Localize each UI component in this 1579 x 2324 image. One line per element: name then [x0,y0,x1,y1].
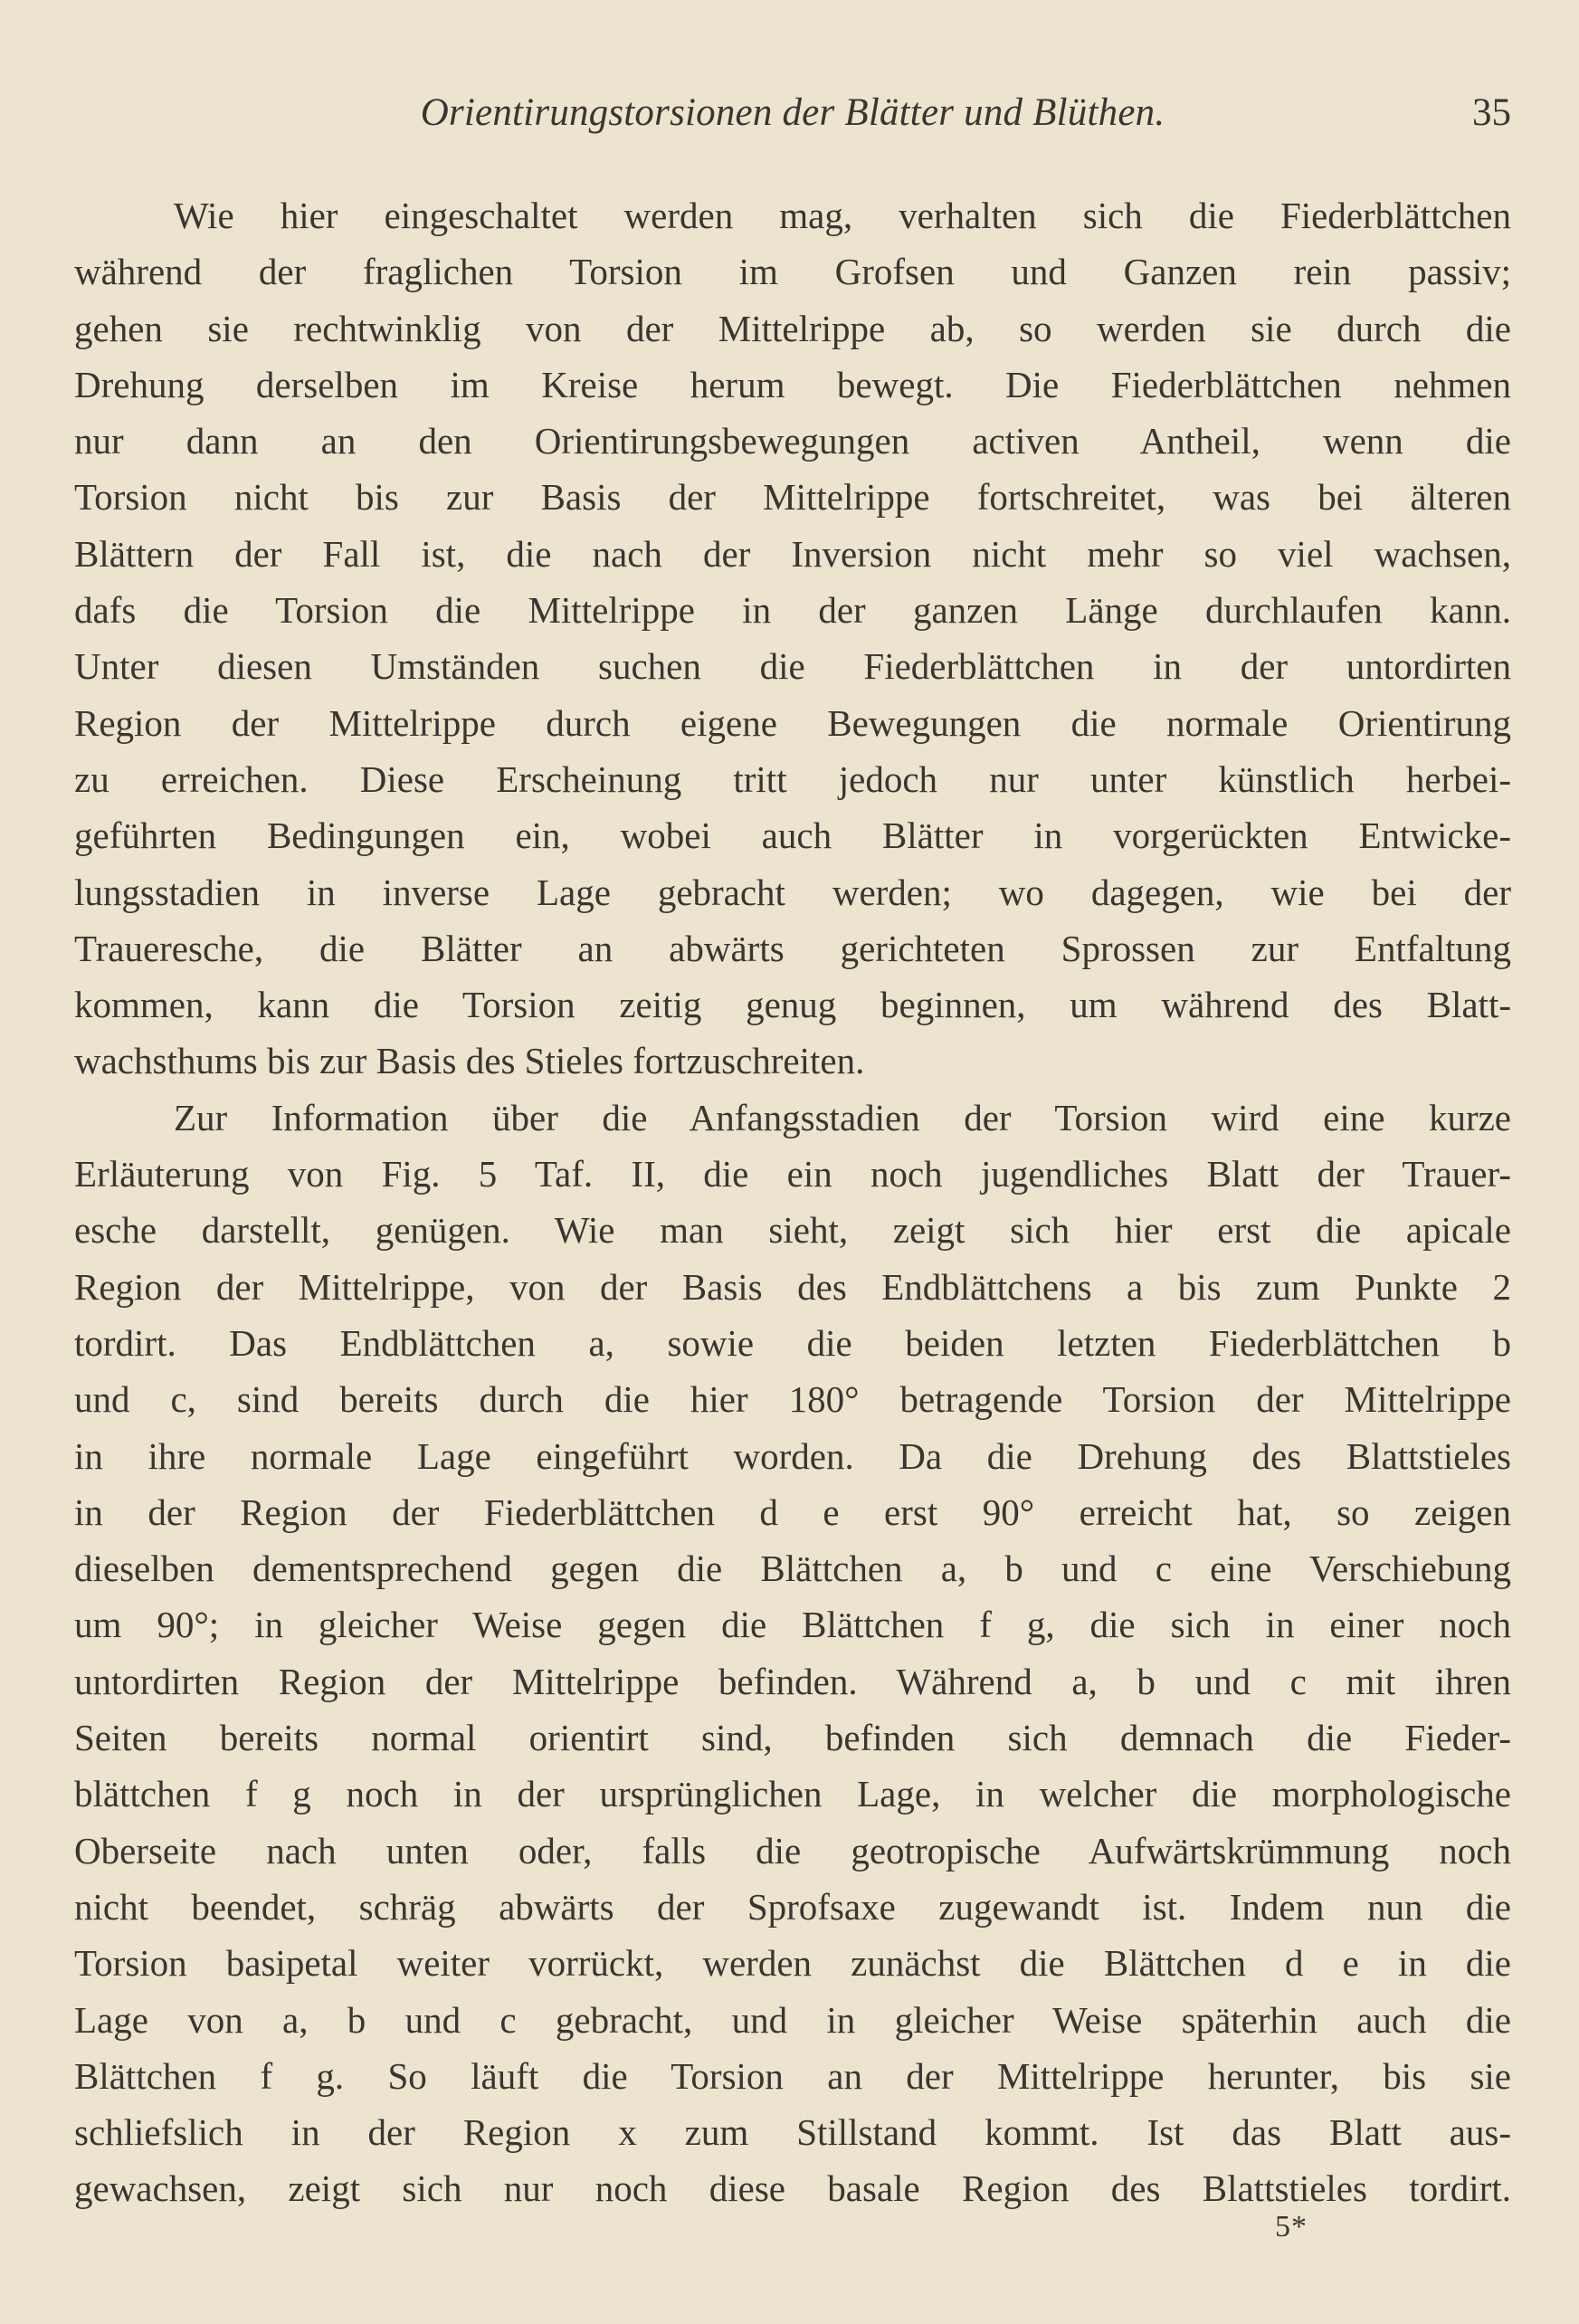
text-line: wachsthums bis zur Basis des Stieles fortzuschreiten. [74,1040,865,1082]
text-line: lungsstadien in inverse Lage gebracht werden; wo dagegen, wie bei der [74,871,1511,913]
text-line: tordirt. Das Endblättchen a, sowie die beiden letzten Fiederblättchen b [74,1321,1511,1364]
text-line: in ihre normale Lage eingeführt worden. Da die Drehung des Blattstieles [74,1434,1511,1477]
text-line: gewachsen, zeigt sich nur noch diese basale Region des Blattstieles tordirt. [74,2167,1511,2210]
text-line: Region der Mittelrippe, von der Basis des Endblättchens a bis zum Punkte 2 [74,1265,1511,1308]
text-line: nur dann an den Orientirungsbewegungen activen Antheil, wenn die [74,420,1511,462]
text-line: esche darstellt, genügen. Wie man sieht, zeigt sich hier erst die apicale [74,1209,1511,1252]
text-line: gehen sie rechtwinklig von der Mittelrippe ab, so werden sie durch die [74,307,1511,349]
paragraph [74,1090,1511,2217]
text-line: Zur Information über die Anfangsstadien der Torsion wird eine kurze [174,1096,1511,1138]
text-line: kommen, kann die Torsion zeitig genug beginnen, um während des Blatt- [74,984,1511,1026]
text-line: Lage von a, b und c gebracht, und in gleicher Weise späterhin auch die [74,1998,1511,2041]
text-line: geführten Bedingungen ein, wobei auch Blätter in vorgerückten Entwicke- [74,814,1511,857]
signature-mark: 5* [1275,2210,1308,2243]
text-line: zu erreichen. Diese Erscheinung tritt jedoch nur unter künstlich herbei- [74,757,1511,800]
text-line: Region der Mittelrippe durch eigene Bewegungen die normale Orientirung [74,701,1511,744]
page-header [74,90,1511,145]
text-line: während der fraglichen Torsion im Grofsen und Ganzen rein passiv; [74,251,1511,293]
text-line: und c, sind bereits durch die hier 180° betragende Torsion der Mittelrippe [74,1378,1511,1421]
page-number: 35 [1472,91,1511,134]
text-line: Blättern der Fall ist, die nach der Inversion nicht mehr so viel wachsen, [74,532,1511,575]
text-line: in der Region der Fiederblättchen d e erst 90° erreicht hat, so zeigen [74,1491,1511,1533]
running-title: Orientirungstorsionen der Blätter und Blüthen. [420,91,1165,134]
text-line: Torsion nicht bis zur Basis der Mittelrippe fortschreitet, was bei älteren [74,476,1511,519]
text-line: Oberseite nach unten oder, falls die geotropische Aufwärtskrümmung noch [74,1829,1511,1872]
text-line: Blättchen f g. So läuft die Torsion an der Mittelrippe herunter, bis sie [74,2054,1511,2097]
text-line: Erläuterung von Fig. 5 Taf. II, die ein noch jugendliches Blatt der Trauer- [74,1153,1511,1195]
text-line: Traueresche, die Blätter an abwärts gerichteten Sprossen zur Entfaltung [74,927,1511,969]
text-line: dieselben dementsprechend gegen die Blättchen a, b und c eine Verschiebung [74,1548,1511,1590]
text-line: Seiten bereits normal orientirt sind, befinden sich demnach die Fieder- [74,1717,1511,1759]
text-line: nicht beendet, schräg abwärts der Sprofsaxe zugewandt ist. Indem nun die [74,1885,1511,1928]
text-line: Unter diesen Umständen suchen die Fiederblättchen in der untordirten [74,645,1511,688]
text-line: blättchen f g noch in der ursprünglichen Lage, in welcher die morphologische [74,1773,1511,1815]
text-line: um 90°; in gleicher Weise gegen die Blättchen f g, die sich in einer noch [74,1604,1511,1646]
text-line: schliefslich in der Region x zum Stillstand kommt. Ist das Blatt aus- [74,2111,1511,2154]
text-line: Wie hier eingeschaltet werden mag, verhalten sich die Fiederblättchen [174,195,1511,236]
text-line: Drehung derselben im Kreise herum bewegt. Die Fiederblättchen nehmen [74,363,1511,405]
body-text [74,187,1511,2217]
text-line: dafs die Torsion die Mittelrippe in der ganzen Länge durchlaufen kann. [74,589,1511,632]
text-line: untordirten Region der Mittelrippe befinden. Während a, b und c mit ihren [74,1660,1511,1702]
paragraph [74,187,1511,1090]
text-line: Torsion basipetal weiter vorrückt, werden zunächst die Blättchen d e in die [74,1942,1511,1985]
